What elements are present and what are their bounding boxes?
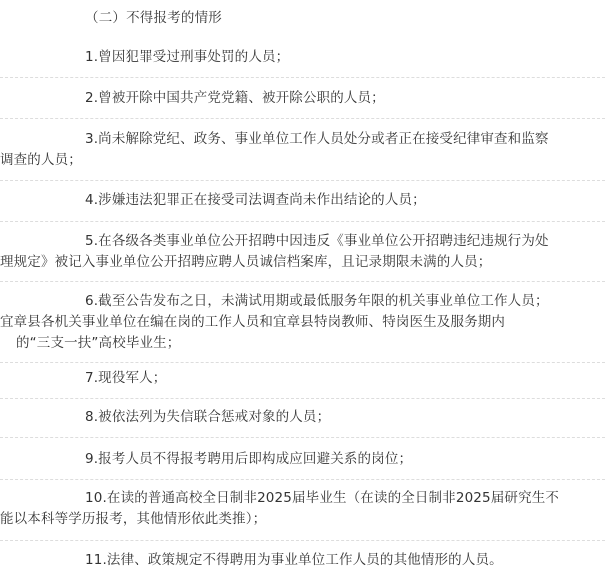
list-item-3 [0, 129, 596, 171]
divider [0, 180, 605, 181]
divider [0, 77, 605, 78]
item-text: 9.报考人员不得报考聘用后即构成应回避关系的岗位； [85, 451, 413, 467]
list-item-9 [0, 449, 596, 470]
item-text: 10.在读的普通高校全日制非2025届毕业生（在读的全日制非2025届研究生不 [85, 490, 560, 506]
divider [0, 281, 605, 282]
divider [0, 118, 605, 119]
item-text: 7.现役军人； [85, 370, 167, 386]
divider [0, 398, 605, 399]
item-text: 调查的人员； [0, 152, 82, 168]
item-text: 5.在各级各类事业单位公开招聘中因违反《事业单位公开招聘违纪违规行为处 [85, 233, 549, 249]
list-item-5 [0, 231, 596, 273]
item-text: 1.曾因犯罪受过刑事处罚的人员； [85, 49, 290, 65]
list-item-11 [0, 550, 596, 571]
list-item-10 [0, 488, 596, 530]
item-text: 11.法律、政策规定不得聘用为事业单位工作人员的其他情形的人员。 [85, 552, 503, 568]
divider [0, 221, 605, 222]
section-heading: （二）不得报考的情形 [85, 10, 222, 26]
list-item-2 [0, 88, 596, 109]
list-item-6 [0, 291, 596, 354]
list-item-1 [0, 47, 596, 68]
item-text: 理规定》被记入事业单位公开招聘应聘人员诚信档案库，且记录期限未满的人员； [0, 254, 492, 270]
list-item-4 [0, 190, 596, 211]
list-item-8 [0, 407, 596, 428]
divider [0, 540, 605, 541]
item-text: 能以本科等学历报考，其他情形依此类推）； [0, 511, 267, 527]
divider [0, 437, 605, 438]
item-text: 宜章县各机关事业单位在编在岗的工作人员和宜章县特岗教师、特岗医生及服务期内 [0, 314, 506, 330]
item-text: 的“三支一扶”高校毕业生； [16, 335, 181, 351]
item-text: 2.曾被开除中国共产党党籍、被开除公职的人员； [85, 90, 385, 106]
item-text: 3.尚未解除党纪、政务、事业单位工作人员处分或者正在接受纪律审查和监察 [85, 131, 549, 147]
divider [0, 362, 605, 363]
item-text: 6.截至公告发布之日，未满试用期或最低服务年限的机关事业单位工作人员； [85, 293, 549, 309]
list-item-7 [0, 368, 596, 389]
item-text: 4.涉嫌违法犯罪正在接受司法调查尚未作出结论的人员； [85, 192, 426, 208]
divider [0, 479, 605, 480]
item-text: 8.被依法列为失信联合惩戒对象的人员； [85, 409, 331, 425]
